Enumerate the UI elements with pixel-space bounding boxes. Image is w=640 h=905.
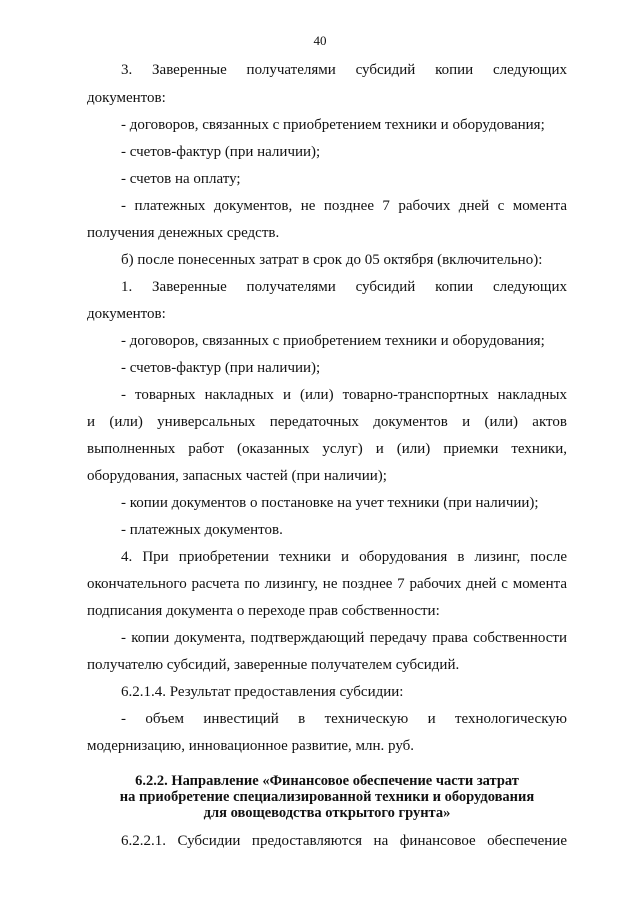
section-heading-line: на приобретение специализированной техники и оборудования (119, 789, 535, 805)
list-item: - счетов-фактур (при наличии); (121, 360, 321, 376)
list-item: - копии документов о постановке на учет техники (при наличии); (121, 495, 539, 511)
paragraph-line: модернизацию, инновационное развитие, млн. руб. (87, 738, 414, 754)
list-item: - копии документа, подтверждающий передачу права собственности (121, 630, 567, 646)
paragraph-line: 6.2.2.1. Субсидии предоставляются на финансовое обеспечение (121, 833, 567, 849)
list-item: - товарных накладных и (или) товарно-транспортных накладных (121, 387, 567, 403)
paragraph-line: получателю субсидий, заверенные получателем субсидий. (87, 657, 460, 673)
section-heading-line: для овощеводства открытого грунта» (203, 805, 451, 821)
paragraph-line: подписания документа о переходе прав собственности: (87, 603, 440, 619)
list-item: - счетов-фактур (при наличии); (121, 144, 321, 160)
paragraph-line: 6.2.1.4. Результат предоставления субсидии: (121, 684, 404, 700)
list-item: - договоров, связанных с приобретением техники и оборудования; (121, 117, 545, 133)
paragraph-line: 1. Заверенные получателями субсидий копии следующих (121, 279, 567, 295)
section-heading-line: 6.2.2. Направление «Финансовое обеспечение части затрат (135, 773, 519, 789)
paragraph-line: получения денежных средств. (87, 225, 280, 241)
list-item: - платежных документов. (121, 522, 283, 538)
paragraph-line: 4. При приобретении техники и оборудования в лизинг, после (121, 549, 567, 565)
list-item: - платежных документов, не позднее 7 рабочих дней с момента (121, 198, 567, 214)
paragraph-line: б) после понесенных затрат в срок до 05 октября (включительно): (121, 252, 543, 268)
page-number: 40 (313, 33, 327, 48)
paragraph-line: 3. Заверенные получателями субсидий копии следующих (121, 62, 567, 78)
paragraph-line: оборудования, запасных частей (при наличии); (87, 468, 387, 484)
paragraph-line: выполненных работ (оказанных услуг) и (или) приемки техники, (87, 441, 567, 457)
paragraph-line: окончательного расчета по лизингу, не позднее 7 рабочих дней с момента (87, 576, 567, 592)
list-item: - договоров, связанных с приобретением техники и оборудования; (121, 333, 545, 349)
list-item: - счетов на оплату; (121, 171, 241, 187)
paragraph-line: и (или) универсальных передаточных документов и (или) актов (87, 414, 567, 430)
list-item: - объем инвестиций в техническую и технологическую (121, 711, 567, 727)
paragraph-line: документов: (87, 306, 166, 322)
paragraph-line: документов: (87, 90, 166, 106)
